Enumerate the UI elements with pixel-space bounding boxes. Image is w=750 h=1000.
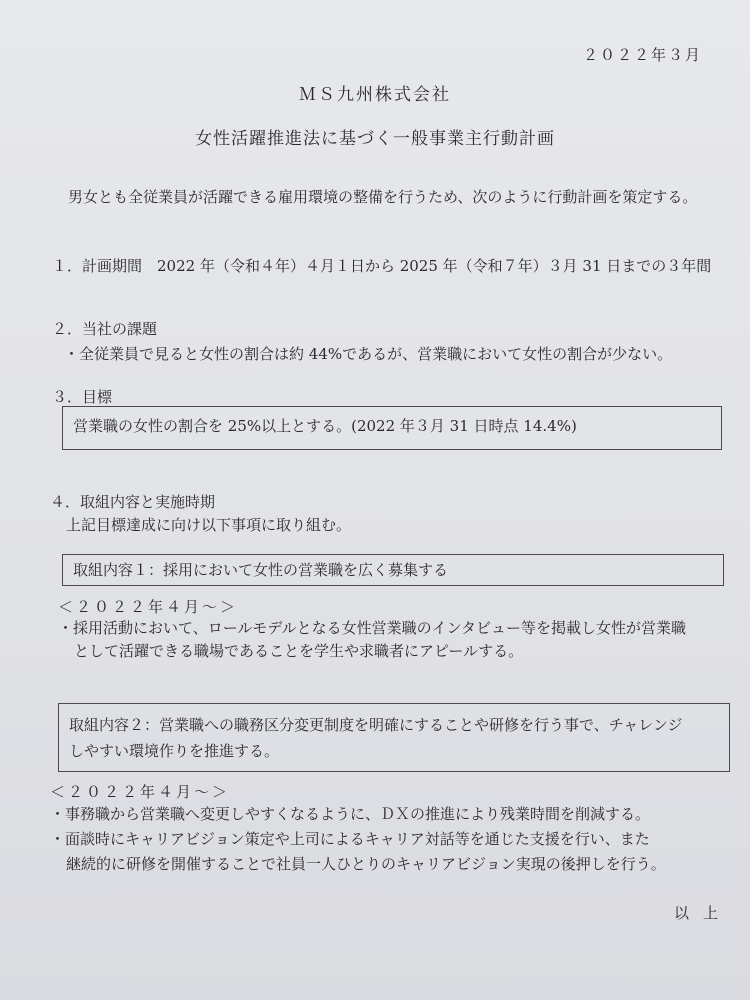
action1-bullet-line2: として活躍できる職場であることを学生や求職者にアピールする。 [74, 642, 524, 660]
plan-period: １．計画期間 2022 年（令和４年）４月１日から 2025 年（令和７年）３月 31 日までの３年間 [52, 257, 712, 275]
action2-title-line2: しやすい環境作りを推進する。 [69, 742, 280, 760]
goal-heading: ３．目標 [52, 388, 113, 406]
action2-bullet1: ・事務職から営業職へ変更しやすくなるように、ＤＸの推進により残業時間を削減する。 [50, 805, 651, 823]
goal-text: 営業職の女性の割合を 25%以上とする。(2022 年３月 31 日時点 14.4%) [73, 417, 577, 435]
issues-bullet: ・全従業員で見ると女性の割合は約 44%であるが、営業職において女性の割合が少ない。 [64, 345, 673, 363]
action2-period: ＜２０２２年４月～＞ [50, 783, 231, 801]
action2-box [58, 703, 730, 772]
action1-period: ＜２０２２年４月～＞ [58, 598, 239, 616]
issues-heading: ２．当社の課題 [52, 320, 158, 338]
action2-bullet2-line2: 継続的に研修を開催することで社員一人ひとりのキャリアビジョン実現の後押しを行う。 [66, 855, 666, 873]
intro-paragraph: 男女とも全従業員が活躍できる雇用環境の整備を行うため、次のように行動計画を策定する。 [68, 188, 698, 206]
goal-box [62, 406, 722, 450]
company-name: ＭＳ九州株式会社 [299, 85, 451, 105]
actions-intro: 上記目標達成に向け以下事項に取り組む。 [66, 516, 352, 534]
action1-title: 取組内容１：採用において女性の営業職を広く募集する [73, 561, 449, 579]
document-title: 女性活躍推進法に基づく一般事業主行動計画 [195, 129, 555, 149]
actions-heading: ４．取組内容と実施時期 [50, 493, 216, 511]
closing-mark: 以上 [673, 904, 732, 922]
action2-title-line1: 取組内容２：営業職への職務区分変更制度を明確にすることや研修を行う事で、チャレンジ [69, 716, 683, 734]
action2-bullet2-line1: ・面談時にキャリアビジョン策定や上司によるキャリア対話等を通じた支援を行い、また [50, 830, 650, 848]
action1-box [62, 554, 724, 586]
document-date: ２０２２年３月 [582, 46, 702, 64]
action1-bullet-line1: ・採用活動において、ロールモデルとなる女性営業職のインタビュー等を掲載し女性が営業職 [58, 619, 687, 637]
